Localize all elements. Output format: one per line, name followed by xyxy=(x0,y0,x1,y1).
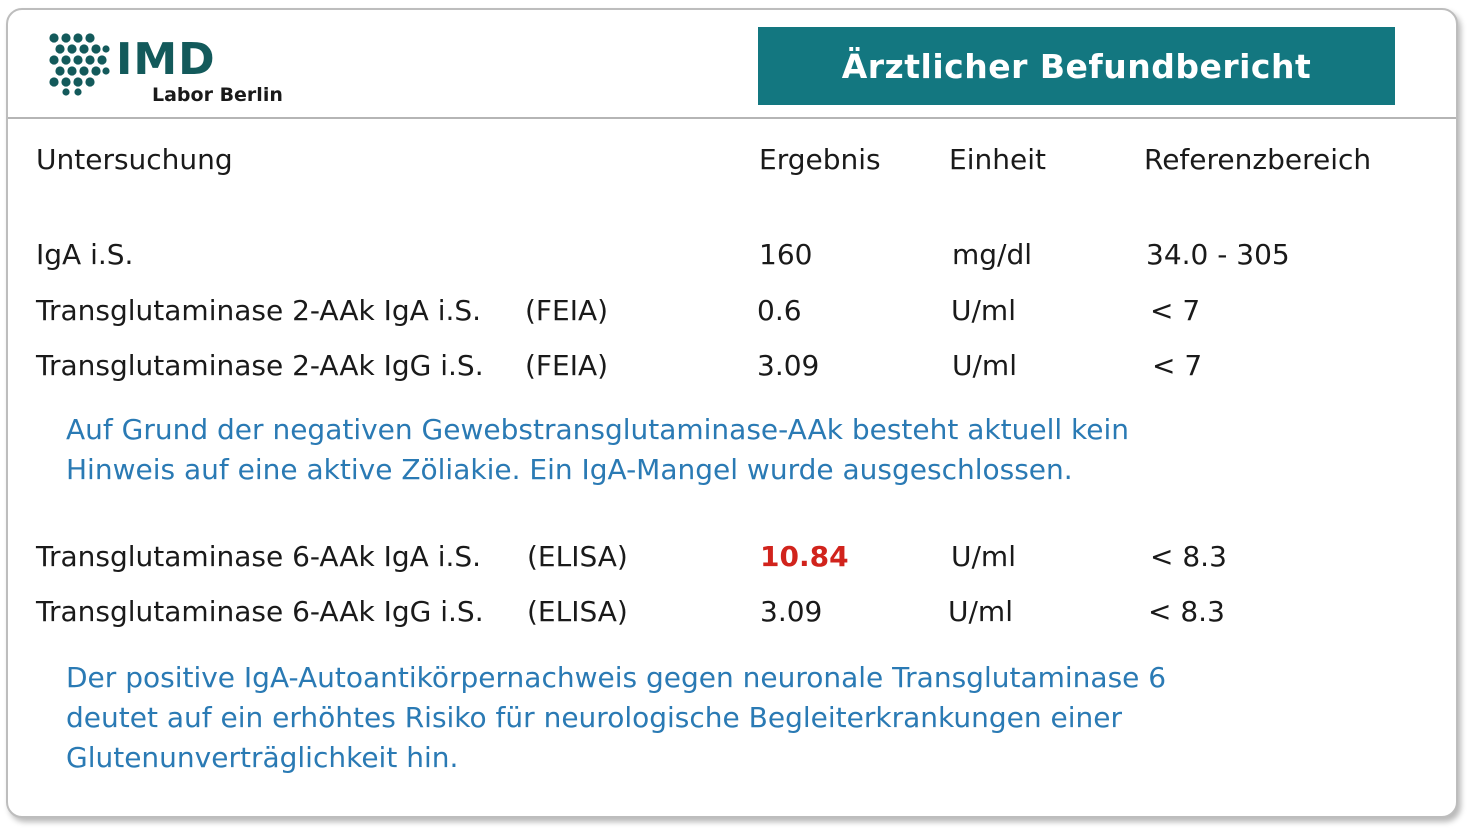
unit-value: U/ml xyxy=(951,294,1016,327)
column-header-unit: Einheit xyxy=(949,143,1046,176)
column-header-reference: Referenzbereich xyxy=(1144,143,1372,176)
reference-range: 34.0 - 305 xyxy=(1146,238,1290,271)
comment-line: Hinweis auf eine aktive Zöliakie. Ein IgA-Mangel wurde ausgeschlossen. xyxy=(66,453,1073,486)
logo-subtitle: Labor Berlin xyxy=(152,84,283,106)
test-name: IgA i.S. xyxy=(36,238,134,271)
comment-line: Auf Grund der negativen Gewebstransglutaminase-AAk besteht aktuell kein xyxy=(66,413,1130,446)
unit-value: U/ml xyxy=(948,595,1013,628)
unit-value: U/ml xyxy=(951,540,1016,573)
logo-name: IMD xyxy=(116,34,216,85)
comment-line: Glutenunverträglichkeit hin. xyxy=(66,741,459,774)
interpretation-comment xyxy=(66,658,1166,778)
imd-logo xyxy=(46,32,306,112)
test-method: (FEIA) xyxy=(525,294,609,327)
test-method: (FEIA) xyxy=(525,349,609,382)
reference-range: < 8.3 xyxy=(1150,540,1227,573)
test-name: Transglutaminase 6-AAk IgA i.S. xyxy=(36,540,482,573)
test-name: Transglutaminase 2-AAk IgA i.S. xyxy=(36,294,482,327)
result-value: 0.6 xyxy=(757,294,802,327)
reference-range: < 8.3 xyxy=(1148,595,1225,628)
result-value: 3.09 xyxy=(757,349,820,382)
test-name: Transglutaminase 6-AAk IgG i.S. xyxy=(36,595,484,628)
reference-range: < 7 xyxy=(1150,294,1201,327)
test-method: (ELISA) xyxy=(527,540,628,573)
dot-grid-icon xyxy=(46,32,112,98)
column-header-test: Untersuchung xyxy=(36,143,233,176)
test-method: (ELISA) xyxy=(527,595,628,628)
test-name: Transglutaminase 2-AAk IgG i.S. xyxy=(36,349,484,382)
unit-value: U/ml xyxy=(952,349,1017,382)
report-title: Ärztlicher Befundbericht xyxy=(758,27,1395,105)
unit-value: mg/dl xyxy=(952,238,1033,271)
result-value: 3.09 xyxy=(760,595,823,628)
result-value: 160 xyxy=(759,238,813,271)
result-value-flagged: 10.84 xyxy=(760,540,849,573)
column-header-result: Ergebnis xyxy=(759,143,881,176)
comment-line: deutet auf ein erhöhtes Risiko für neurologische Begleiterkrankungen einer xyxy=(66,701,1122,734)
reference-range: < 7 xyxy=(1152,349,1203,382)
interpretation-comment xyxy=(66,410,1129,490)
comment-line: Der positive IgA-Autoantikörpernachweis gegen neuronale Transglutaminase 6 xyxy=(66,661,1167,694)
report-card xyxy=(6,8,1458,818)
header-divider xyxy=(8,117,1456,119)
